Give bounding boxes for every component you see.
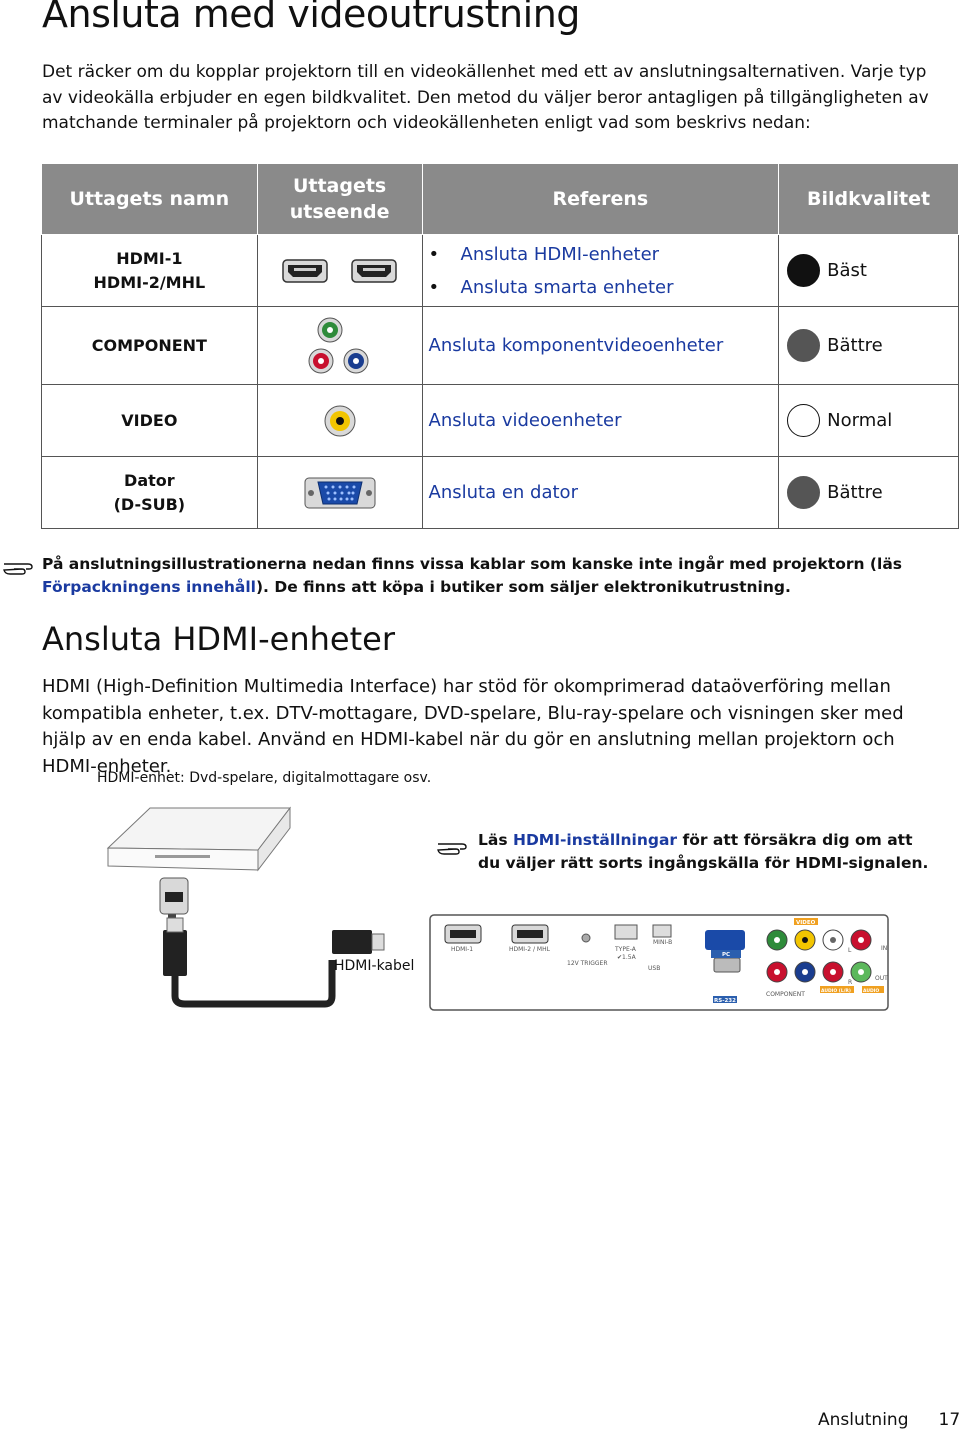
footer-section: Anslutning xyxy=(818,1410,909,1430)
panel-label-pc: PC xyxy=(722,952,731,958)
port-appearance-cell xyxy=(257,307,422,385)
panel-label-hdmi1: HDMI-1 xyxy=(451,946,474,953)
port-name-cell: HDMI-1 HDMI-2/MHL xyxy=(42,235,258,307)
link-hdmi-settings[interactable]: HDMI-inställningar xyxy=(512,831,678,849)
table-header-row xyxy=(42,164,959,235)
panel-label-typea: TYPE-A xyxy=(615,946,636,953)
panel-label-minib: MINI-B xyxy=(653,939,673,946)
cable-note: På anslutningsillustrationerna nedan finns vissa kablar som kanske inte ingår med projektorn (läs Förpackningens innehåll). De finns att köpa i butiker som säljer elektronikutrustning. xyxy=(42,555,903,596)
quality-cell: Normal xyxy=(779,385,959,457)
hdmi-settings-note: Läs HDMI-inställningar för att försäkra dig om att du väljer rätt sorts ingångskälla för HDMI-signalen. xyxy=(478,831,929,872)
port-name-cell: COMPONENT xyxy=(42,307,258,385)
quality-cell: Bättre xyxy=(779,457,959,529)
ref-link-hdmi[interactable]: • Ansluta HDMI-enheter xyxy=(429,238,779,271)
port-appearance-cell xyxy=(257,235,422,307)
ref-link-computer[interactable]: Ansluta en dator xyxy=(428,482,578,503)
table-row xyxy=(42,235,959,307)
quality-cell: Bäst xyxy=(779,235,959,307)
quality-dot-better xyxy=(787,476,820,509)
video-port-icon xyxy=(323,404,357,438)
port-appearance-cell xyxy=(257,385,422,457)
quality-dot-normal xyxy=(787,404,820,437)
reference-cell xyxy=(422,457,779,529)
table-row xyxy=(42,457,959,529)
panel-label-out: OUT xyxy=(875,975,888,982)
panel-label-rs232: RS-232 xyxy=(714,998,736,1004)
page-title: Ansluta med videoutrustning xyxy=(42,0,580,36)
table-row xyxy=(42,385,959,457)
hdmi-port-icon xyxy=(282,259,328,283)
hdmi-mhl-port-icon xyxy=(351,259,397,283)
panel-label-typea-rating: ✔1.5A xyxy=(617,954,636,961)
header-quality: Bildkvalitet xyxy=(779,164,959,235)
quality-cell: Bättre xyxy=(779,307,959,385)
dvd-player-icon xyxy=(108,808,290,870)
component-ports-icon xyxy=(308,317,372,375)
header-port-appearance: Uttagets utseende xyxy=(257,164,422,235)
panel-label-r: R xyxy=(848,979,853,986)
pointing-hand-icon xyxy=(2,556,42,578)
ref-link-component[interactable]: Ansluta komponentvideoenheter xyxy=(428,335,724,356)
section-heading: Ansluta HDMI-enheter xyxy=(42,620,395,658)
panel-label-component: COMPONENT xyxy=(766,991,805,998)
reference-cell xyxy=(422,307,779,385)
quality-dot-better xyxy=(787,329,820,362)
panel-label-usb: USB xyxy=(648,965,661,972)
section-paragraph: HDMI (High-Definition Multimedia Interface) har stöd för okomprimerad dataöverföring mellan kompatibla enheter, t.ex. DTV-mottagare, DVD-spelare, Blu-ray-spelare och visningen sker med hjälp av en enda kabel. Använd en HDMI-kabel när du gör en anslutning mellan projektorn och HDMI-enheter. xyxy=(42,676,904,777)
panel-label-audio: AUDIO xyxy=(863,989,880,994)
ref-link-smart[interactable]: • Ansluta smarta enheter xyxy=(429,271,779,304)
vga-port-icon xyxy=(304,474,376,512)
reference-cell xyxy=(422,385,779,457)
panel-label-hdmi2: HDMI-2 / MHL xyxy=(509,946,550,953)
quality-dot-best xyxy=(787,254,820,287)
port-table xyxy=(41,163,959,529)
intro-paragraph: Det räcker om du kopplar projektorn till en videokällenhet med ett av anslutningsalternativen. Varje typ av videokälla erbjuder en egen bildkvalitet. Den metod du väljer beror antagligen på tillgängligheten av matchande terminaler på projektorn och videokällenheten enligt vad som beskrivs nedan: xyxy=(42,62,929,133)
port-name-cell: VIDEO xyxy=(42,385,258,457)
panel-label-trigger: 12V TRIGGER xyxy=(567,960,608,967)
panel-label-in: IN xyxy=(881,945,888,952)
ref-link-video[interactable]: Ansluta videoenheter xyxy=(428,410,622,431)
page-footer xyxy=(818,1410,960,1430)
page-number: 17 xyxy=(938,1410,960,1430)
link-package-contents[interactable]: Förpackningens innehåll xyxy=(42,578,256,596)
panel-label-l: L xyxy=(848,947,852,954)
device-caption: HDMI-enhet: Dvd-spelare, digitalmottagare osv. xyxy=(97,770,432,786)
reference-cell xyxy=(422,235,779,307)
pointing-hand-icon xyxy=(436,836,476,858)
port-name-cell: Dator (D-SUB) xyxy=(42,457,258,529)
header-port-name: Uttagets namn xyxy=(42,164,258,235)
port-appearance-cell xyxy=(257,457,422,529)
panel-label-audio-lr: AUDIO (L/R) xyxy=(821,989,851,994)
hdmi-cable-label: HDMI-kabel xyxy=(334,958,415,974)
table-row xyxy=(42,307,959,385)
header-reference: Referens xyxy=(422,164,779,235)
projector-panel xyxy=(430,915,888,1010)
panel-label-video: VIDEO xyxy=(796,920,816,926)
